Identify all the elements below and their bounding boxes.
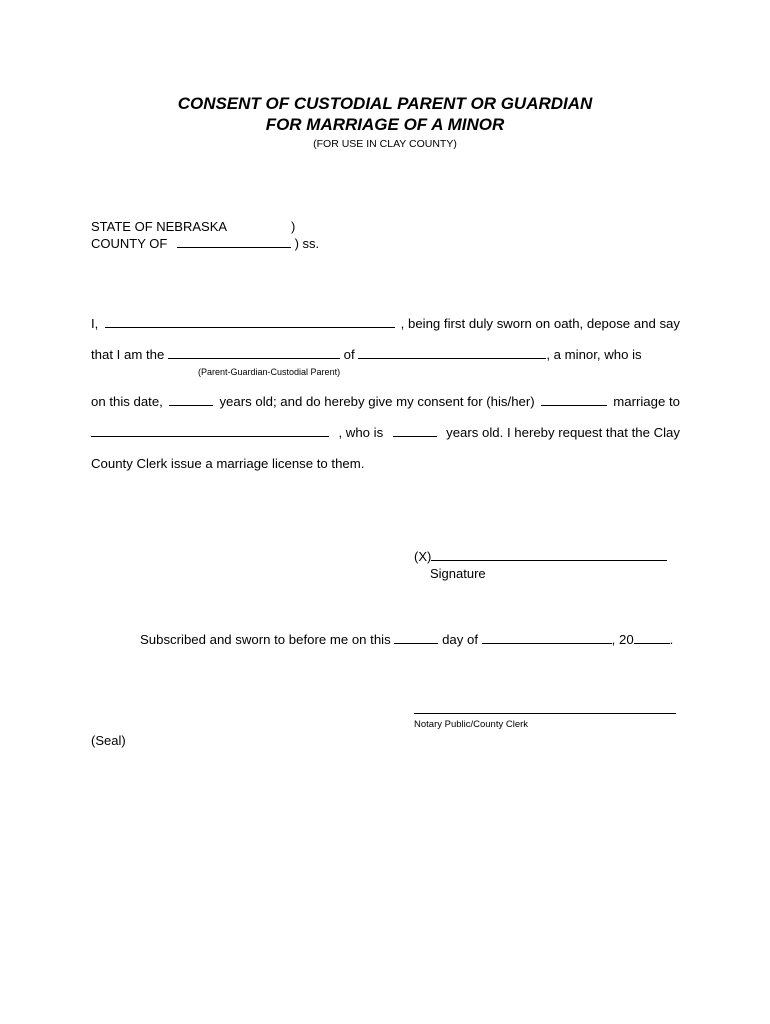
county-blank[interactable] [177,236,291,248]
jurat-year-prefix: , 20 [611,632,634,647]
jurat-day-of: day of [442,632,478,647]
signature-line [414,549,667,564]
relation-prefix: that I am the [91,347,165,362]
venue-state-line [91,219,296,234]
notary-signature-line[interactable] [414,713,676,714]
jurat-line [140,632,673,647]
notary-label: Notary Public/County Clerk [414,719,529,730]
document-subtitle: (FOR USE IN CLAY COUNTY) [313,138,457,150]
minor-suffix: , a minor, who is [546,347,642,362]
venue-county-label: COUNTY OF [91,236,168,251]
minor-name-blank[interactable] [358,347,546,359]
affidavit-line-3 [91,394,680,409]
consent-text: years old; and do hereby give my consent for (his/her) [219,394,535,409]
signature-x-mark: (X) [414,549,432,564]
document-title-line-1: CONSENT OF CUSTODIAL PARENT OR GUARDIAN [177,94,593,113]
marriage-to-text: marriage to [613,394,680,409]
affiant-oath-text: , being first duly sworn on oath, depose and say [400,316,680,331]
jurat-day-blank[interactable] [394,632,438,644]
relation-of: of [343,347,355,362]
pronoun-blank[interactable] [541,394,607,406]
jurat-text: Subscribed and sworn to before me on this [140,632,391,647]
affidavit-line-2 [91,347,651,362]
document-title-line-2: FOR MARRIAGE OF A MINOR [265,115,505,134]
affidavit-line-1 [91,316,680,331]
request-text: years old. I hereby request that the Clay [446,425,680,440]
signature-label: Signature [430,566,486,581]
relation-caption: (Parent-Guardian-Custodial Parent) [198,367,341,377]
jurat-month-blank[interactable] [482,632,612,644]
spouse-age-blank[interactable] [393,425,437,437]
minor-age-blank[interactable] [169,394,213,406]
spouse-name-blank[interactable] [91,425,329,437]
seal-label: (Seal) [91,733,126,748]
age-prefix: on this date, [91,394,163,409]
venue-ss: ) ss. [294,236,320,251]
venue-county-line [91,236,319,251]
venue-paren: ) [291,219,296,234]
affiant-name-blank[interactable] [105,316,395,328]
affiant-prefix: I, [91,316,99,331]
signature-blank[interactable] [431,549,667,561]
affidavit-line-5: County Clerk issue a marriage license to them. [91,456,365,471]
relation-blank[interactable] [168,347,340,359]
jurat-period: . [669,632,674,647]
jurat-year-blank[interactable] [634,632,670,644]
affidavit-line-4 [91,425,680,440]
spouse-who-is: , who is [338,425,384,440]
venue-state: STATE OF NEBRASKA [91,219,228,234]
